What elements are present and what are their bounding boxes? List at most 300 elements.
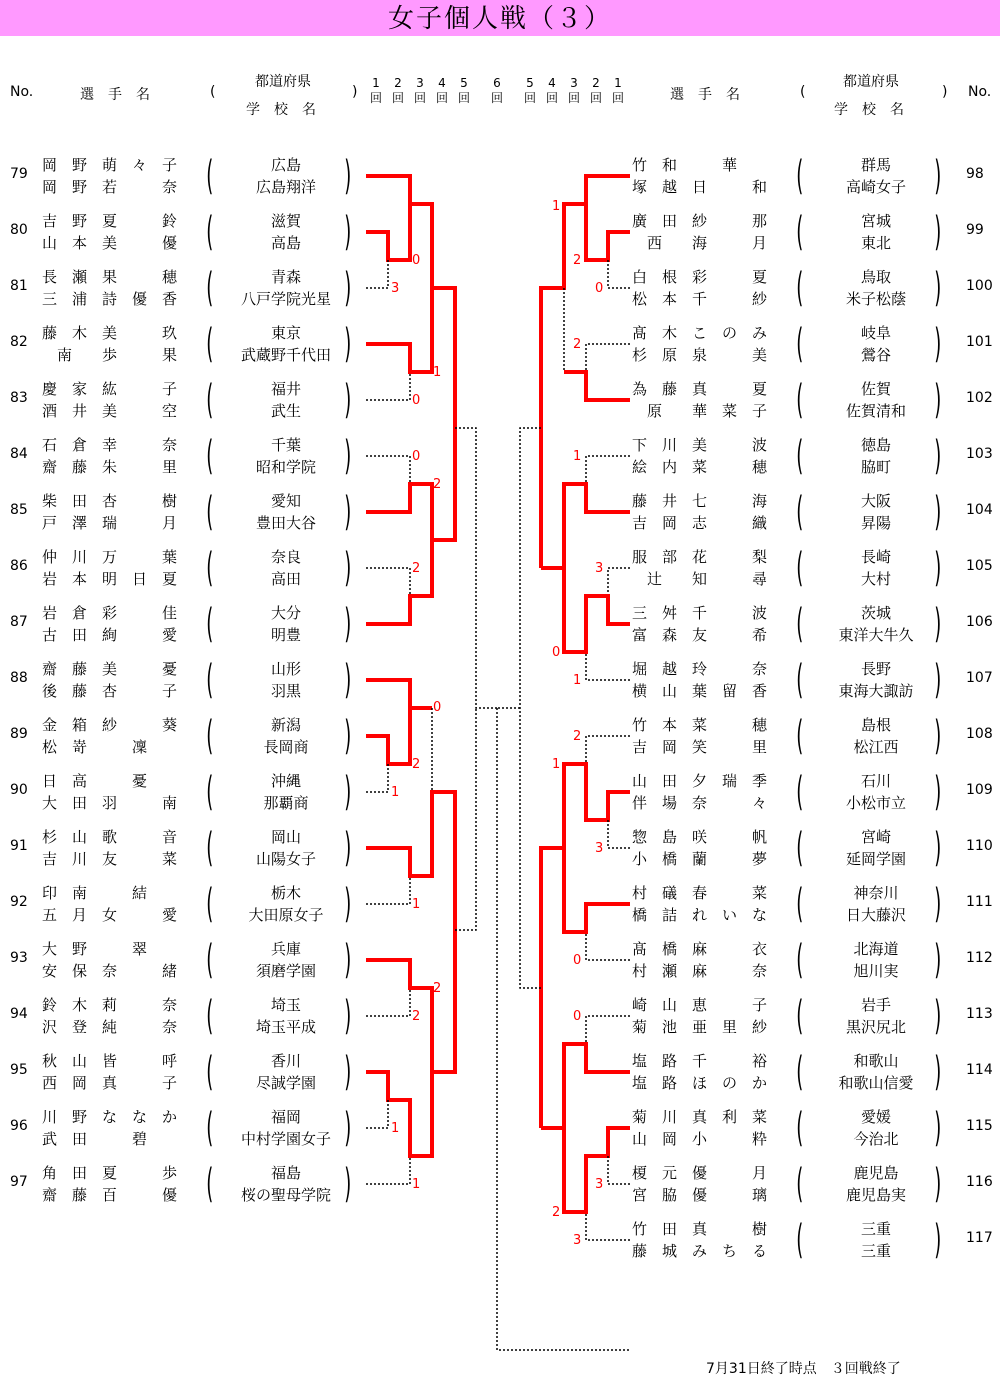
no-header-right: No. xyxy=(968,84,992,100)
player-name-2: 戸 澤 瑞 月 xyxy=(42,514,178,532)
player-name-1: 崎 山 恵 子 xyxy=(632,996,768,1014)
score-right-11: 0 xyxy=(573,953,582,968)
score-right-12: 0 xyxy=(573,1009,582,1024)
score-left-13: 1 xyxy=(391,1121,400,1136)
paren-close-right: ) xyxy=(942,84,948,100)
paren-close: ) xyxy=(344,209,352,255)
bracket-line xyxy=(366,876,410,904)
player-name-2: 吉 川 友 菜 xyxy=(42,850,178,868)
score-right-10: 3 xyxy=(595,841,604,856)
player-name-2: 菊 池 亜 里 紗 xyxy=(632,1018,768,1036)
paren-close: ) xyxy=(934,321,942,367)
player-name-1: 下 川 美 波 xyxy=(632,436,768,454)
player-name-1: 大 野 翠 xyxy=(42,940,148,958)
paren-open: ( xyxy=(206,1049,214,1095)
bracket-line xyxy=(586,568,630,596)
player-name-2: 村 瀬 麻 奈 xyxy=(632,962,768,980)
prefecture: 石川 xyxy=(860,772,891,790)
score-right-14: 2 xyxy=(552,1205,561,1220)
entry-number: 116 xyxy=(966,1174,993,1190)
paren-open: ( xyxy=(206,545,214,591)
prefecture: 大阪 xyxy=(860,492,891,510)
entry-number: 79 xyxy=(10,166,28,182)
player-name-1: 髙 橋 麻 衣 xyxy=(632,940,768,958)
paren-open: ( xyxy=(206,657,214,703)
paren-open: ( xyxy=(796,937,804,983)
bracket-line xyxy=(366,764,388,792)
paren-close: ) xyxy=(934,489,942,535)
winner-path xyxy=(564,1128,630,1212)
score-right-1: 2 xyxy=(573,253,582,268)
player-name-2: 山 本 美 優 xyxy=(42,234,178,252)
paren-open: ( xyxy=(206,153,214,199)
player-name-1: 為 藤 真 夏 xyxy=(632,380,768,398)
school-name: 羽黒 xyxy=(270,682,301,700)
paren-close: ) xyxy=(344,1049,352,1095)
player-name-2: 安 保 奈 緒 xyxy=(42,962,178,980)
player-name-1: 角 田 夏 歩 xyxy=(42,1164,178,1182)
player-name-2: 五 月 女 愛 xyxy=(42,906,178,924)
prefecture: 和歌山 xyxy=(853,1052,899,1070)
score-left-8: 2 xyxy=(412,757,421,772)
player-name-1: 岡 野 萌 々 子 xyxy=(42,156,178,174)
player-name-1: 秋 山 皆 呼 xyxy=(42,1052,178,1070)
entry-number: 110 xyxy=(966,838,993,854)
winner-path xyxy=(366,288,432,372)
school-name: 鹿児島実 xyxy=(845,1186,906,1204)
school-name: 山陽女子 xyxy=(255,850,316,868)
school-name: 米子松蔭 xyxy=(845,290,906,308)
player-name-1: 日 高 憂 xyxy=(42,772,148,790)
school-name: 鶯谷 xyxy=(860,346,891,364)
player-name-1: 藤 井 七 海 xyxy=(632,492,768,510)
prefecture: 徳島 xyxy=(860,436,891,454)
player-name-2: 辻 知 尋 xyxy=(632,570,768,588)
school-name: 広島翔洋 xyxy=(255,178,316,196)
entry-number: 87 xyxy=(10,614,28,630)
bracket-line xyxy=(366,456,410,484)
player-name-1: 榎 元 優 月 xyxy=(632,1164,768,1182)
paren-close: ) xyxy=(344,1105,352,1151)
player-name-2: 南 歩 果 xyxy=(42,346,178,364)
entry-number: 107 xyxy=(966,670,993,686)
bracket-line xyxy=(366,568,410,596)
paren-open: ( xyxy=(796,993,804,1039)
entry-number: 115 xyxy=(966,1118,993,1134)
round-header-left-5: 5 回 xyxy=(457,76,470,105)
paren-open: ( xyxy=(796,489,804,535)
entry-number: 117 xyxy=(966,1230,993,1246)
school-name: 尽誠学園 xyxy=(255,1074,316,1092)
player-name-2: 塚 越 日 和 xyxy=(632,178,768,196)
school-name: 昇陽 xyxy=(860,514,891,532)
player-name-2: 吉 岡 志 織 xyxy=(632,514,768,532)
player-name-2: 小 橋 蘭 夢 xyxy=(632,850,768,868)
paren-open: ( xyxy=(206,1105,214,1151)
player-name-2: 橋 詰 れ い な xyxy=(632,906,768,924)
entry-number: 90 xyxy=(10,782,28,798)
page-title: 女子個人戦（３） xyxy=(0,0,1000,36)
school-name: 那覇商 xyxy=(263,794,309,812)
pref-header-left: 都道府県 xyxy=(255,74,311,90)
score-right-5: 3 xyxy=(595,561,604,576)
player-name-1: 石 倉 幸 奈 xyxy=(42,436,178,454)
paren-open: ( xyxy=(796,713,804,759)
score-right-3: 2 xyxy=(573,337,582,352)
paren-close: ) xyxy=(934,433,942,479)
score-left-0: 0 xyxy=(412,253,421,268)
school-name: 明豊 xyxy=(270,626,301,644)
paren-close: ) xyxy=(934,881,942,927)
bracket-line xyxy=(586,932,630,960)
school-name: 延岡学園 xyxy=(845,850,906,868)
paren-open: ( xyxy=(796,1105,804,1151)
paren-close: ) xyxy=(344,321,352,367)
paren-close: ) xyxy=(934,545,942,591)
bracket-line xyxy=(366,372,410,400)
paren-close: ) xyxy=(934,769,942,815)
paren-open: ( xyxy=(796,1049,804,1095)
school-name: 長岡商 xyxy=(263,738,309,756)
entry-number: 101 xyxy=(966,334,993,350)
player-name-2: 古 田 絢 愛 xyxy=(42,626,178,644)
school-header-left: 学 校 名 xyxy=(246,102,316,118)
school-name: 東洋大牛久 xyxy=(838,626,914,644)
paren-close: ) xyxy=(344,993,352,1039)
prefecture: 北海道 xyxy=(853,940,899,958)
paren-open: ( xyxy=(796,265,804,311)
school-name: 小松市立 xyxy=(845,794,906,812)
bracket-line xyxy=(455,708,476,930)
score-right-4: 1 xyxy=(573,449,582,464)
round-header-right-3: 3 回 xyxy=(567,76,580,105)
player-name-1: 惣 島 咲 帆 xyxy=(632,828,768,846)
player-name-1: 鈴 木 莉 奈 xyxy=(42,996,178,1014)
player-name-1: 三 舛 千 波 xyxy=(632,604,768,622)
entry-number: 91 xyxy=(10,838,28,854)
player-name-2: 絵 内 菜 穂 xyxy=(632,458,768,476)
no-header-left: No. xyxy=(10,84,34,100)
entry-number: 111 xyxy=(966,894,993,910)
school-name: 佐賀清和 xyxy=(845,402,906,420)
entry-number: 88 xyxy=(10,670,28,686)
player-name-1: 藤 木 美 玖 xyxy=(42,324,178,342)
paren-close: ) xyxy=(344,657,352,703)
prefecture: 滋賀 xyxy=(270,212,301,230)
school-name: 東北 xyxy=(860,234,891,252)
winner-path xyxy=(366,680,432,708)
player-name-1: 岩 倉 彩 佳 xyxy=(42,604,178,622)
paren-open: ( xyxy=(206,769,214,815)
school-name: 武生 xyxy=(270,402,301,420)
paren-close: ) xyxy=(934,993,942,1039)
winner-path xyxy=(366,1072,432,1156)
paren-close: ) xyxy=(934,937,942,983)
paren-close: ) xyxy=(344,489,352,535)
score-left-7: 0 xyxy=(433,700,442,715)
player-name-1: 齋 藤 美 憂 xyxy=(42,660,178,678)
player-name-1: 塩 路 千 裕 xyxy=(632,1052,768,1070)
paren-close: ) xyxy=(934,209,942,255)
player-name-2: 松 本 千 紗 xyxy=(632,290,768,308)
player-name-2: 齋 藤 百 優 xyxy=(42,1186,178,1204)
player-name-2: 西 海 月 xyxy=(632,234,768,252)
prefecture: 兵庫 xyxy=(270,940,301,958)
entry-number: 97 xyxy=(10,1174,28,1190)
school-name: 黒沢尻北 xyxy=(845,1018,906,1036)
paren-close: ) xyxy=(934,713,942,759)
score-left-2: 1 xyxy=(433,365,442,380)
prefecture: 神奈川 xyxy=(853,884,899,902)
player-name-2: 大 田 羽 南 xyxy=(42,794,178,812)
winner-path xyxy=(541,484,630,568)
school-header-right: 学 校 名 xyxy=(834,102,904,118)
player-name-1: 山 田 夕 瑞 季 xyxy=(632,772,768,790)
paren-open: ( xyxy=(796,881,804,927)
paren-open: ( xyxy=(796,377,804,423)
winner-path xyxy=(586,204,630,260)
score-right-13: 3 xyxy=(595,1177,604,1192)
bracket-line xyxy=(608,1156,630,1184)
entry-number: 96 xyxy=(10,1118,28,1134)
entry-number: 89 xyxy=(10,726,28,742)
prefecture: 山形 xyxy=(270,660,301,678)
prefecture: 長野 xyxy=(860,660,891,678)
school-name: 大田原女子 xyxy=(248,906,324,924)
paren-close: ) xyxy=(344,881,352,927)
school-name: 三重 xyxy=(860,1242,891,1260)
winner-path xyxy=(366,708,410,764)
winner-path xyxy=(366,792,455,930)
paren-close: ) xyxy=(344,377,352,423)
school-name: 東海大諏訪 xyxy=(838,682,914,700)
round-header-left-3: 3 回 xyxy=(413,76,426,105)
player-name-2: 後 藤 杏 子 xyxy=(42,682,178,700)
player-name-2: 富 森 友 希 xyxy=(632,626,768,644)
prefecture: 宮城 xyxy=(860,212,891,230)
entry-number: 113 xyxy=(966,1006,993,1022)
paren-close: ) xyxy=(934,1217,942,1263)
paren-open: ( xyxy=(206,993,214,1039)
prefecture: 三重 xyxy=(860,1220,891,1238)
winner-path xyxy=(366,930,455,1072)
paren-open: ( xyxy=(796,601,804,647)
player-name-2: 齋 藤 朱 里 xyxy=(42,458,178,476)
prefecture: 香川 xyxy=(270,1052,301,1070)
player-name-1: 白 根 彩 夏 xyxy=(632,268,768,286)
school-name: 桜の聖母学院 xyxy=(240,1186,331,1204)
round-header-left-4: 4 回 xyxy=(435,76,448,105)
score-right-15: 3 xyxy=(573,1233,582,1248)
prefecture: 栃木 xyxy=(270,884,301,902)
score-right-7: 1 xyxy=(573,673,582,688)
paren-close: ) xyxy=(344,601,352,647)
bracket-line xyxy=(608,820,630,848)
winner-path xyxy=(366,428,455,540)
paren-close: ) xyxy=(344,769,352,815)
prefecture: 岩手 xyxy=(860,996,891,1014)
round-header-left-6: 6 回 xyxy=(490,76,503,105)
pref-header-right: 都道府県 xyxy=(843,74,899,90)
school-name: 高田 xyxy=(270,570,301,588)
entry-number: 93 xyxy=(10,950,28,966)
entry-number: 104 xyxy=(966,502,993,518)
bracket-line xyxy=(366,988,410,1016)
entry-number: 86 xyxy=(10,558,28,574)
bracket-line xyxy=(455,428,497,708)
player-name-2: 原 華 菜 子 xyxy=(632,402,768,420)
score-left-1: 3 xyxy=(391,281,400,296)
player-name-1: 竹 田 真 樹 xyxy=(632,1220,768,1238)
paren-open: ( xyxy=(206,825,214,871)
school-name: 脇町 xyxy=(860,458,891,476)
prefecture: 佐賀 xyxy=(860,380,891,398)
prefecture: 奈良 xyxy=(270,548,301,566)
score-left-4: 0 xyxy=(412,449,421,464)
school-name: 須磨学園 xyxy=(255,962,316,980)
school-name: 武蔵野千代田 xyxy=(240,346,331,364)
player-name-1: 仲 川 万 葉 xyxy=(42,548,178,566)
paren-close-left: ) xyxy=(352,84,358,100)
player-name-1: 吉 野 夏 鈴 xyxy=(42,212,178,230)
paren-close: ) xyxy=(344,433,352,479)
paren-close: ) xyxy=(934,1049,942,1095)
prefecture: 鳥取 xyxy=(860,268,891,286)
school-name: 埼玉平成 xyxy=(255,1018,316,1036)
bracket-line xyxy=(586,456,630,484)
prefecture: 岡山 xyxy=(270,828,301,846)
score-left-3: 0 xyxy=(412,393,421,408)
paren-close: ) xyxy=(934,601,942,647)
prefecture: 福島 xyxy=(270,1164,301,1182)
player-name-1: 柴 田 杏 樹 xyxy=(42,492,178,510)
paren-open: ( xyxy=(206,601,214,647)
player-name-1: 村 礒 春 菜 xyxy=(632,884,768,902)
paren-open: ( xyxy=(796,209,804,255)
round-header-right-5: 5 回 xyxy=(523,76,536,105)
round-header-left-1: 1 回 xyxy=(369,76,382,105)
entry-number: 85 xyxy=(10,502,28,518)
bracket-line xyxy=(366,260,388,288)
paren-open: ( xyxy=(796,657,804,703)
paren-open: ( xyxy=(206,209,214,255)
bracket-line xyxy=(366,1156,410,1184)
paren-close: ) xyxy=(344,825,352,871)
prefecture: 宮崎 xyxy=(860,828,891,846)
player-name-1: 長 瀬 果 穂 xyxy=(42,268,178,286)
paren-open: ( xyxy=(206,489,214,535)
entry-number: 94 xyxy=(10,1006,28,1022)
paren-close: ) xyxy=(934,825,942,871)
paren-close: ) xyxy=(344,153,352,199)
school-name: 豊田大谷 xyxy=(255,514,316,532)
school-name: 今治北 xyxy=(853,1130,899,1148)
paren-open-left: ( xyxy=(210,84,216,100)
entry-number: 105 xyxy=(966,558,993,574)
player-name-1: 竹 本 菜 穂 xyxy=(632,716,768,734)
player-name-2: 武 田 碧 xyxy=(42,1130,148,1148)
winner-path xyxy=(366,204,410,260)
player-name-2: 藤 城 み ち る xyxy=(632,1242,768,1260)
player-header-right: 選 手 名 xyxy=(670,87,740,103)
entry-number: 84 xyxy=(10,446,28,462)
winner-path xyxy=(366,540,432,624)
player-name-1: 菊 川 真 利 菜 xyxy=(632,1108,768,1126)
paren-close: ) xyxy=(934,153,942,199)
school-name: 和歌山信愛 xyxy=(838,1074,914,1092)
score-left-5: 2 xyxy=(433,477,442,492)
paren-close: ) xyxy=(344,713,352,759)
score-right-8: 2 xyxy=(573,729,582,744)
prefecture: 茨城 xyxy=(860,604,891,622)
paren-close: ) xyxy=(344,1161,352,1207)
prefecture: 愛媛 xyxy=(860,1108,891,1126)
school-name: 八戸学院光星 xyxy=(240,290,331,308)
entry-number: 109 xyxy=(966,782,993,798)
paren-open: ( xyxy=(796,545,804,591)
bracket-line xyxy=(564,288,630,372)
player-name-2: 沢 登 純 奈 xyxy=(42,1018,178,1036)
player-name-2: 山 岡 小 粋 xyxy=(632,1130,768,1148)
paren-open: ( xyxy=(796,153,804,199)
entry-number: 103 xyxy=(966,446,993,462)
school-name: 松江西 xyxy=(853,738,899,756)
prefecture: 青森 xyxy=(270,268,301,286)
player-name-1: 印 南 結 xyxy=(42,884,148,902)
paren-open: ( xyxy=(796,321,804,367)
bracket-line xyxy=(586,1212,630,1240)
school-name: 中村学園女子 xyxy=(240,1130,331,1148)
bracket-line xyxy=(520,428,541,988)
entry-number: 100 xyxy=(966,278,993,294)
school-name: 日大藤沢 xyxy=(845,906,906,924)
entry-number: 83 xyxy=(10,390,28,406)
player-name-2: 岩 本 明 日 夏 xyxy=(42,570,178,588)
entry-number: 114 xyxy=(966,1062,993,1078)
score-right-0: 1 xyxy=(552,199,561,214)
bracket-line xyxy=(586,1016,630,1044)
paren-open: ( xyxy=(206,433,214,479)
paren-open: ( xyxy=(206,265,214,311)
player-name-1: 廣 田 紗 那 xyxy=(632,212,768,230)
prefecture: 岐阜 xyxy=(860,324,891,342)
player-name-2: 酒 井 美 空 xyxy=(42,402,178,420)
player-name-1: 髙 木 こ の み xyxy=(632,324,768,342)
score-right-6: 0 xyxy=(552,645,561,660)
prefecture: 大分 xyxy=(270,604,301,622)
prefecture: 福井 xyxy=(270,380,301,398)
entry-number: 82 xyxy=(10,334,28,350)
paren-close: ) xyxy=(934,377,942,423)
player-header-left: 選 手 名 xyxy=(80,87,150,103)
score-right-9: 1 xyxy=(552,757,561,772)
prefecture: 長崎 xyxy=(860,548,891,566)
player-name-2: 三 浦 詩 優 香 xyxy=(42,290,178,308)
paren-open-right: ( xyxy=(800,84,806,100)
paren-close: ) xyxy=(934,265,942,311)
winner-path xyxy=(564,568,630,652)
paren-close: ) xyxy=(934,1161,942,1207)
round-header-right-2: 2 回 xyxy=(589,76,602,105)
winner-path xyxy=(564,848,630,932)
prefecture: 島根 xyxy=(860,716,891,734)
prefecture: 群馬 xyxy=(860,156,891,174)
entry-number: 99 xyxy=(966,222,984,238)
school-name: 昭和学院 xyxy=(255,458,316,476)
prefecture: 新潟 xyxy=(270,716,301,734)
paren-close: ) xyxy=(344,937,352,983)
score-right-2: 0 xyxy=(595,281,604,296)
